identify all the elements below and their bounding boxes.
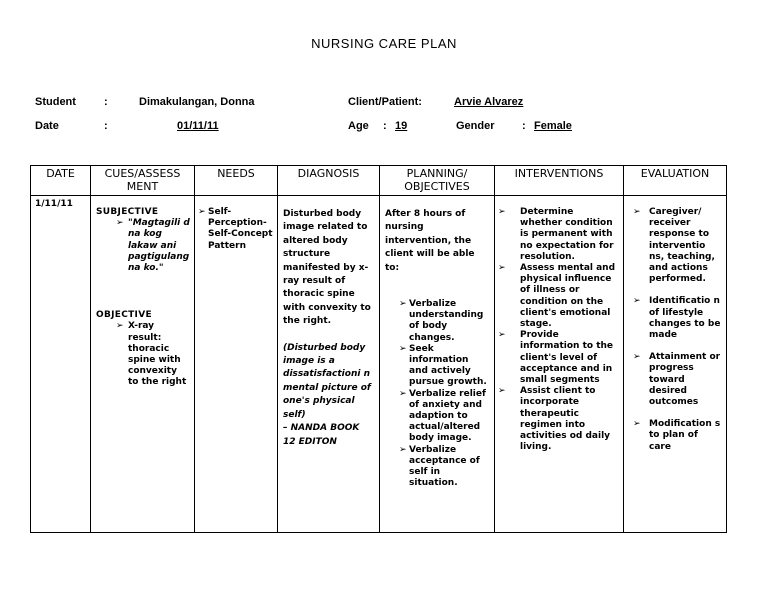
bullet-arrow-icon: ➢: [116, 321, 124, 332]
intervention-text: Determine whether condition is permanent with no expectation for resolution.: [520, 207, 614, 262]
col-header-date: DATE: [31, 166, 91, 196]
bullet-arrow-icon: ➢: [633, 352, 641, 363]
evaluation-text: Caregiver/ receiver response to interventio ns, teaching, and actions performed.: [649, 207, 715, 285]
evaluation-cell: [624, 196, 727, 533]
list-item: [498, 263, 618, 330]
evaluation-text: Modification s to plan of care: [649, 419, 721, 452]
bullet-arrow-icon: ➢: [399, 388, 407, 399]
student-value: Dimakulangan, Donna: [139, 96, 255, 108]
bullet-arrow-icon: ➢: [399, 343, 407, 354]
age-value: 19: [395, 120, 408, 132]
bullet-arrow-icon: ➢: [498, 207, 506, 217]
client-value: Arvie Alvarez: [454, 96, 524, 108]
student-separator: :: [104, 96, 108, 108]
diagnosis-text: Disturbed body image related to altered body structure manifested by x-ray result of thoracic spine with convexity to the right.: [283, 209, 371, 327]
col-header-cues: CUES/ASSESS MENT: [91, 166, 195, 196]
diagnosis-cell: [278, 196, 380, 533]
planning-intro: After 8 hours of nursing intervention, the client will be able to:: [385, 209, 475, 273]
list-item: [633, 419, 722, 453]
col-header-diagnosis: DIAGNOSIS: [278, 166, 380, 196]
date-separator: :: [104, 120, 108, 132]
bullet-arrow-icon: ➢: [633, 419, 641, 430]
student-label: Student: [35, 96, 76, 108]
client-label: Client/Patient:: [348, 96, 422, 108]
planning-item-text: Verbalize understanding of body changes.: [409, 299, 484, 343]
page-title: NURSING CARE PLAN: [311, 36, 457, 51]
interventions-cell: [495, 196, 624, 533]
list-item: [399, 445, 489, 490]
date-label: Date: [35, 120, 59, 132]
bullet-arrow-icon: ➢: [498, 330, 506, 341]
table-header-row: [31, 166, 727, 196]
subjective-heading: SUBJECTIVE: [96, 207, 159, 217]
list-item: [399, 389, 489, 445]
needs-cell: [195, 196, 278, 533]
planning-item-text: Verbalize acceptance of self in situation.: [409, 444, 480, 489]
diagnosis-source: – NANDA BOOK 12 EDITON: [283, 423, 360, 447]
col-header-planning: PLANNING/ OBJECTIVES: [380, 166, 495, 196]
bullet-arrow-icon: ➢: [498, 386, 506, 397]
date-value: 01/11/11: [177, 120, 219, 132]
col-header-interventions: INTERVENTIONS: [495, 166, 624, 196]
cues-cell: [91, 196, 195, 533]
col-header-needs: NEEDS: [195, 166, 278, 196]
table-row: [31, 196, 727, 533]
list-item: [498, 386, 618, 453]
planning-item-text: Verbalize relief of anxiety and adaption to actual/altered body image.: [409, 388, 486, 444]
subjective-text: "Magtagili d na kog lakaw ani pagtigulang na ko.": [128, 218, 190, 274]
age-separator: :: [383, 120, 387, 132]
bullet-arrow-icon: ➢: [116, 218, 124, 229]
list-item: [633, 296, 722, 341]
evaluation-text: Identificatio n of lifestyle changes to be made: [649, 296, 721, 341]
bullet-arrow-icon: ➢: [633, 207, 641, 217]
intervention-text: Assess mental and physical influence of illness or condition on the client's emotional stage.: [520, 263, 616, 330]
gender-label: Gender: [456, 120, 495, 132]
list-item: [498, 207, 618, 263]
objective-text: X-ray result: thoracic spine with convexity to the right: [128, 321, 187, 388]
planning-cell: [380, 196, 495, 533]
evaluation-text: Attainment or progress toward desired outcomes: [649, 352, 721, 408]
objective-heading: OBJECTIVE: [96, 310, 152, 321]
age-label: Age: [348, 120, 369, 132]
care-plan-table: [30, 165, 727, 533]
row-date: 1/11/11: [35, 199, 73, 209]
gender-value: Female: [534, 120, 572, 132]
intervention-text: Assist client to incorporate therapeutic regimen into activities od daily living.: [520, 386, 611, 453]
bullet-arrow-icon: ➢: [399, 444, 407, 455]
date-cell: [31, 196, 91, 533]
list-item: [633, 352, 722, 408]
col-header-evaluation: EVALUATION: [624, 166, 727, 196]
list-item: [633, 207, 722, 285]
needs-text: Self-Perception-Self-Concept Pattern: [208, 207, 273, 251]
bullet-arrow-icon: ➢: [633, 296, 641, 307]
bullet-arrow-icon: ➢: [198, 207, 206, 217]
gender-separator: :: [522, 120, 526, 132]
list-item: [399, 344, 489, 389]
list-item: [399, 299, 489, 344]
list-item: [498, 330, 618, 386]
bullet-arrow-icon: ➢: [399, 299, 407, 310]
bullet-arrow-icon: ➢: [498, 263, 506, 274]
planning-item-text: Seek information and actively pursue growth.: [409, 343, 487, 388]
diagnosis-definition: (Disturbed body image is a dissatisfactioni n mental picture of one's physical self): [283, 342, 371, 420]
intervention-text: Provide information to the client's level of acceptance and in small segments: [520, 330, 614, 386]
